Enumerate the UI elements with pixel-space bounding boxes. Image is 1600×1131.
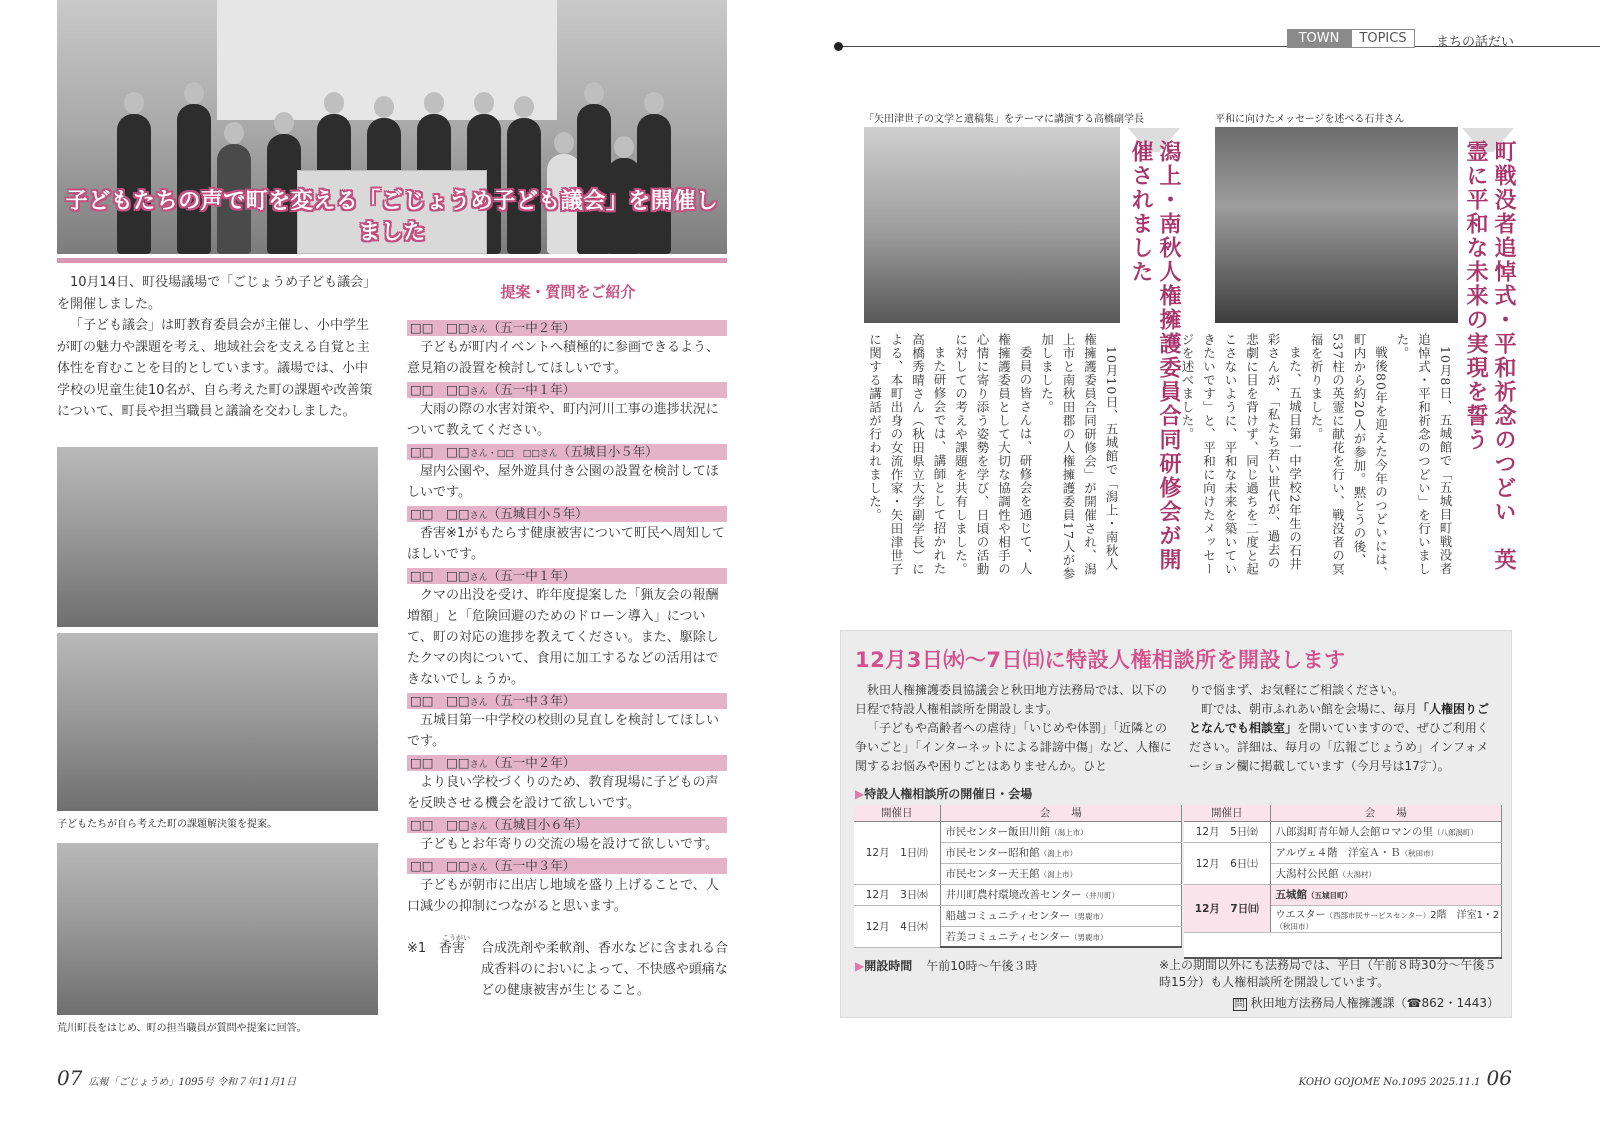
proposal-text: 屋内公園や、屋外遊具付き公園の設置を検討してほしいです。 xyxy=(407,464,719,500)
article-paragraph: また研修会では、講師として招かれた高橋秀晴さん（秋田県立大学副学長）による、本町出身の女流作家・矢田津世子に関する講話が行われました。 xyxy=(867,333,947,576)
triangle-icon: ▶ xyxy=(855,959,865,973)
proposal-item xyxy=(407,755,727,817)
intro-paragraph: 「子ども議会」は町教育委員会が主催し、小中学生が町の魅力や課題を考え、地域社会を支える自覚と主体性を育むことを目的としています。議場では、小中学校の児童生徒10名が、自ら考えた町の課題や改善策について、町長や担当職員と議論を交わしました。 xyxy=(57,318,373,419)
schedule-table-left xyxy=(854,805,1182,948)
table-row: 12月 1日㈪ 市民センター飯田川館（潟上市） xyxy=(854,821,1182,842)
table-row: 12月 5日㈮ 八郎潟町青年婦人会館ロマンの里（八郎潟町） xyxy=(1184,821,1502,842)
proposal-speaker: □□ □□さん（五城目小５年） xyxy=(407,506,727,522)
footnote-term: 香害 xyxy=(439,941,466,956)
table-row-highlight: 12月 7日㈰ 五城館（五城目町） xyxy=(1184,884,1502,905)
hero-title: 子どもたちの声で町を変える「ごじょうめ子ども議会」を開催しました xyxy=(65,189,719,245)
consultation-room-name: 「人権困りごとなんでも相談室」 xyxy=(1189,702,1490,735)
proposal-speaker: □□ □□さん（五一中１年） xyxy=(407,568,727,584)
proposal-text: 子どもが町内イベントへ積極的に参画できるよう、意見箱の設置を検討してほしいです。 xyxy=(407,340,720,376)
opening-hours: ▶開設時間 午前10時～午後３時 xyxy=(855,959,1038,973)
lecture-photo xyxy=(864,127,1120,323)
issue-info: KOHO GOJOME No.1095 2025.11.1 xyxy=(1298,1077,1481,1088)
notice-paragraph: 秋田人権擁護委員協議会と秋田地方法務局では、以下の日程で特設人権相談所を開設します。 xyxy=(855,683,1168,716)
proposal-text: 大雨の際の水害対策や、町内河川工事の進捗状況について教えてください。 xyxy=(407,402,719,438)
footnote-ruby: こうがい xyxy=(442,934,470,942)
notice-box xyxy=(840,630,1512,1018)
article-title: 町戦没者追悼式・平和祈念のつどい 英霊に平和な未来の実現を誓う xyxy=(1463,140,1517,572)
proposal-speaker: □□ □□さん（五一中２年） xyxy=(407,755,727,771)
article-body xyxy=(1180,333,1456,583)
proposal-item xyxy=(407,817,727,858)
table-row: ウエスター（西部市民サービスセンター）2階 洋室1・2（秋田市） xyxy=(1184,905,1502,932)
intro-paragraph: 10月14日、町役場議場で「ごじょうめ子ども議会」を開催しました。 xyxy=(57,275,377,312)
section-label-topics: TOPICS xyxy=(1351,29,1415,48)
proposal-text: 子どもとお年寄りの交流の場を設けて欲しいです。 xyxy=(420,837,718,852)
section-subtitle: まちの話だい xyxy=(1436,35,1515,50)
table-row: 12月 6日㈯ アルヴェ４階 洋室Ａ・Ｂ（秋田市） xyxy=(1184,842,1502,863)
article-paragraph: 委員の皆さんは、研修会を通じて、人権擁護委員として大切な協調性や相手の心情に寄り添う姿勢を学び、日頃の活動に対しての考えや課題を共有しました。 xyxy=(953,333,1033,576)
table-row: 市民センター天王館（潟上市） xyxy=(854,863,1182,884)
notice-column xyxy=(1189,681,1499,776)
notice-paragraph: りで悩まず、お気軽にご相談ください。 xyxy=(1189,683,1405,697)
table-row: 市民センター昭和館（潟上市） xyxy=(854,842,1182,863)
proposal-item xyxy=(407,444,727,506)
article-paragraph: また、五城目第一中学校2年生の石井彩さんが、「私たち若い世代が、過去の悲劇に目を背けず、同じ過ちを二度と起こさないように、平和な未来を築いていきたいです」と、平和に向けたメッセージを述べました。 xyxy=(1180,333,1303,576)
proposal-item xyxy=(407,568,727,693)
table-row: 大潟村公民館（大潟村） xyxy=(1184,863,1502,884)
table-row-empty xyxy=(1184,932,1502,958)
col-header-venue: 会 場 xyxy=(940,805,1182,821)
proposal-text: 五城目第一中学校の校則の見直しを検討してほしいです。 xyxy=(407,713,720,749)
notice-paragraph: 「子どもや高齢者への虐待」「いじめや体罰」「近隣との争いごと」「インターネットによる誹謗中傷」など、人権に関するお悩みや困りごとはありませんか。ひと xyxy=(855,721,1172,773)
pink-divider xyxy=(57,258,727,263)
article-paragraph: 戦後80年を迎えた今年のつどいには、町内から約20人が参加。黙とうの後、537柱の英霊に献花を行い、戦没者の冥福を祈りました。 xyxy=(1309,333,1389,580)
proposal-item xyxy=(407,320,727,382)
photo-caption: 荒川町長をはじめ、町の担当職員が質問や提案に回答。 xyxy=(57,1023,307,1034)
article-title: 潟上・南秋人権擁護委員合同研修会が開催されました xyxy=(1128,140,1182,572)
photo-caption: 子どもたちが自ら考えた町の課題解決策を提案。 xyxy=(57,819,277,830)
hero-photo xyxy=(57,0,727,254)
proposal-item xyxy=(407,506,727,568)
proposal-speaker: □□ □□さん（五一中３年） xyxy=(407,693,727,709)
inquiry-icon: 問 xyxy=(1234,999,1245,1010)
header-dot xyxy=(834,42,843,51)
proposal-item xyxy=(407,382,727,444)
footnote-mark: ※1 xyxy=(407,941,427,956)
proposal-speaker: □□ □□さん（五一中２年） xyxy=(407,320,727,336)
students-raising-hand-photo xyxy=(57,633,378,811)
triangle-icon: ▶ xyxy=(855,787,865,801)
footnote xyxy=(407,934,729,1001)
article-paragraph: 10月8日、五城館で「五城目町戦没者追悼式・平和祈念のつどい」を行いました。 xyxy=(1395,333,1453,576)
proposal-text: 香害※1がもたらす健康被害について町民へ周知してほしいです。 xyxy=(407,526,725,562)
col-header-date: 開催日 xyxy=(1184,805,1270,821)
table-row: 12月 3日㈬ 井川町農村環境改善センター（井川町） xyxy=(854,884,1182,905)
notice-paragraph: 町では、朝市ふれあい館を会場に、毎月「人権困りごとなんでも相談室」を開いていますので、ぜひご利用ください。詳細は、毎月の「広報ごじょうめ」インフォメーション欄に掲載しています（今月号は17㌻）。 xyxy=(1189,702,1490,773)
col-header-date: 開催日 xyxy=(854,805,940,821)
col-header-venue: 会 場 xyxy=(1270,805,1502,821)
proposal-text: クマの出没を受け、昨年度提案した「猟友会の報酬増額」と「危険回避のためのドローン導入」について、町の対応の進捗を教えてください。また、駆除したクマの肉について、食用に加工するなどの活用はできないでしょうか。 xyxy=(407,588,719,687)
extra-note: ※上の期間以外にも法務局では、平日（午前８時30分～午後５時15分）も人権相談所を開設しています。 xyxy=(1159,958,1497,989)
proposal-speaker: □□ □□さん（五一中３年） xyxy=(407,858,727,874)
proposal-item xyxy=(407,693,727,755)
proposals-heading: 提案・質問をご紹介 xyxy=(500,283,636,301)
student-speaking-photo xyxy=(57,447,378,627)
left-page-footer xyxy=(57,1066,296,1090)
contact-info: 問 秋田地方法務局人権擁護課（☎862・1443） xyxy=(1234,996,1499,1010)
photo-caption: 「矢田津世子の文学と遺稿集」をテーマに講演する高橋副学長 xyxy=(864,114,1144,125)
proposal-item xyxy=(407,858,727,920)
issue-info: 広報「ごじょうめ」1095号 令和７年11月1日 xyxy=(88,1077,297,1088)
article-body xyxy=(867,333,1122,583)
table-row: 若美コミュニティセンター（男鹿市） xyxy=(854,926,1182,947)
intro-text xyxy=(57,272,380,423)
right-page-footer xyxy=(1299,1066,1512,1090)
notice-column xyxy=(855,681,1173,776)
schedule-table-right xyxy=(1184,805,1502,959)
proposal-speaker: □□ □□さん・□□ □□さん（五城目小５年） xyxy=(407,444,727,460)
page-number: 07 xyxy=(57,1066,83,1090)
mayor-answering-photo xyxy=(57,843,378,1015)
proposal-speaker: □□ □□さん（五一中１年） xyxy=(407,382,727,398)
peace-message-photo xyxy=(1215,127,1458,323)
article-paragraph: 10月10日、五城館で「潟上・南秋人権擁護委員合同研修会」が開催され、潟上市と南秋田郡の人権擁護委員17人が参加しました。 xyxy=(1039,333,1119,581)
proposal-text: 子どもが朝市に出店し地域を盛り上げることで、人口減少の抑制につながると思います。 xyxy=(407,878,719,914)
notice-title: 12月3日㈬～7日㈰に特設人権相談所を開設します xyxy=(855,648,1346,672)
footnote-text: 合成洗剤や柔軟剤、香水などに含まれる合成香料のにおいによって、不快感や頭痛などの健康被害が生じること。 xyxy=(481,941,729,998)
proposals-list xyxy=(407,320,727,920)
page-number: 06 xyxy=(1486,1066,1512,1090)
proposal-speaker: □□ □□さん（五城目小６年） xyxy=(407,817,727,833)
photo-caption: 平和に向けたメッセージを述べる石井さん xyxy=(1215,114,1405,125)
section-label-town: TOWN xyxy=(1287,29,1351,48)
table-row: 12月 4日㈭ 船越コミュニティセンター（男鹿市） xyxy=(854,905,1182,926)
schedule-label: ▶特設人権相談所の開催日・会場 xyxy=(855,787,1033,801)
proposal-text: より良い学校づくりのため、教育現場に子どもの声を反映させる機会を設けて欲しいです。 xyxy=(407,775,719,811)
